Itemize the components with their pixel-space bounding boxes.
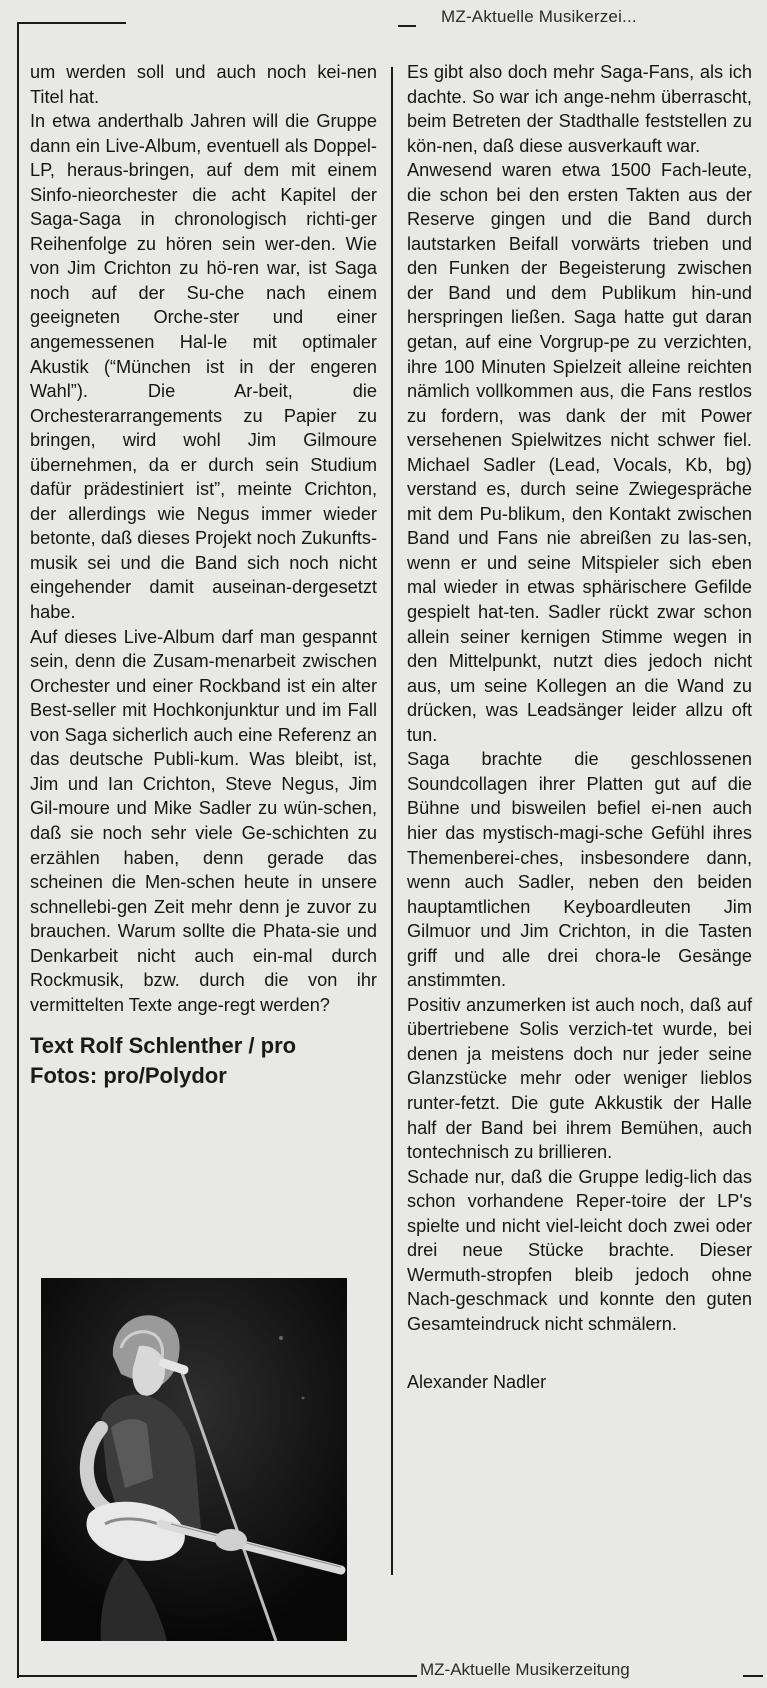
credits	[30, 1031, 377, 1091]
header-rule-short	[398, 25, 416, 27]
bottom-frame-rule	[17, 1675, 417, 1677]
left-frame-rule	[17, 22, 19, 1678]
right-paragraph-3: Saga brachte die geschlossenen Soundcollagen ihrer Platten gut auf die Bühne und bisweilen befiel ei-nen auch hier das mystisch-magi-sche Gefühl ihres Themenberei-ches, insbesondere dann, wenn auch Sadler, neben den beiden hauptamtlichen Keyboardleuten Jim Gilmuor und Jim Crichton, in die Tasten griff und alle drei chora-le Gesänge anstimmten.	[407, 749, 752, 991]
left-paragraph-1: um werden soll und auch noch kei-nen Titel hat.	[30, 62, 377, 107]
right-paragraph-4: Positiv anzumerken ist auch noch, daß auf übertriebene Solis verzich-tet wurde, bei denen ja meistens doch nur jeder seine Glanzstücke mehr oder weniger lieblos runter-fetzt. Die gute Akkustik der Halle half der Band bei ihrem Bemühen, auch tontechnisch zu brillieren.	[407, 994, 752, 1163]
text-credit: Text Rolf Schlenther / pro	[30, 1033, 297, 1059]
footer-magazine-title: MZ-Aktuelle Musikerzeitung	[420, 1660, 630, 1679]
right-column	[407, 60, 752, 1394]
left-paragraph-2: In etwa anderthalb Jahren will die Gruppe dann ein Live-Album, eventuell als Doppel-LP, heraus-bringen, auf dem mit einem Sinfo-nieorchester die acht Kapitel der Saga-Saga in chronologisch richti-ger Reihenfolge zu hören sein wer-den. Wie von Jim Crichton zu hö-ren war, ist Saga noch auf der Su-che nach einem geeigneten Orche-ster und einer angemessenen Hal-le mit optimaler Akustik (“München ist in der engeren Wahl”). Die Ar-beit, die Orchesterarrangements zu Papier zu bringen, wird wohl Jim Gilmoure übernehmen, da er durch sein Studium dafür prädestiniert ist”, meinte Crichton, der allerdings wie Negus immer wieder betonte, daß dieses Projekt noch Zukunfts-musik sei und die Band sich noch nicht eingehender damit auseinan-dergesetzt habe.	[30, 111, 377, 623]
header-magazine-title: MZ-Aktuelle Musikerzei...	[441, 7, 637, 26]
left-column	[30, 60, 377, 1091]
right-paragraph-1: Es gibt also doch mehr Saga-Fans, als ich dachte. So war ich ange-nehm überrascht, beim Betreten der Stadthalle feststellen zu kön-nen, daß diese ausverkauft war.	[407, 62, 752, 156]
bassist-photo-icon	[41, 1278, 347, 1641]
concert-photo	[41, 1278, 347, 1641]
right-paragraph-5: Schade nur, daß die Gruppe ledig-lich das schon vorhandene Reper-toire der LP's spielte und nicht viel-leicht doch zwei oder drei neue Stücke brachte. Dieser Wermuth-stropfen bleib jedoch ohne Nach-geschmack und konnte den guten Gesamteindruck nicht schmälern.	[407, 1166, 752, 1334]
photo-credit: Fotos: pro/Polydor	[30, 1063, 227, 1089]
footer-rule-short	[743, 1675, 763, 1677]
left-paragraph-3: Auf dieses Live-Album darf man gespannt sein, denn die Zusam-menarbeit zwischen Orchester und einer Rockband ist ein alter Best-seller mit Hochkonjunktur und im Fall von Saga sicherlich auch eine Referenz an das deutsche Publi-kum. Was bleibt, ist, Jim und Ian Crichton, Steve Negus, Jim Gil-moure und Mike Sadler zu wün-schen, daß sie noch sehr viele Ge-schichten zu erzählen haben, denn gerade das scheinen die Men-schen heute in unsere schnellebi-gen Zeit mehr denn je zuvor zu brauchen. Warum sollte die Phata-sie und Denkarbeit nicht auch ein-mal durch Rockmusik, bzw. durch die von ihr vermittelten Texte ange-regt werden?	[30, 626, 377, 1015]
author-signature: Alexander Nadler	[407, 1372, 547, 1393]
header-rule	[18, 22, 126, 24]
column-divider	[391, 67, 393, 1575]
right-paragraph-2: Anwesend waren etwa 1500 Fach-leute, die schon bei den ersten Takten aus der Reserve gingen und die Band durch lautstarken Beifall vorwärts trieben und den Funken der Begeisterung zwischen der Band und dem Publikum hin-und herspringen ließen. Saga hatte gut daran getan, auf eine Vorgrup-pe zu verzichten, ihre 100 Minuten Spielzeit alleine reichten nämlich vollkommen aus, die Fans restlos zu fordern, was dank der mit Power versehenen Spielwitzes nicht schwer fiel. Michael Sadler (Lead, Vocals, Kb, bg) verstand es, durch seine Zwiegespräche mit dem Pu-blikum, den Kontakt zwischen Band und Fans nie abreißen zu las-sen, wenn er und seine Mitspieler sich eben mal wieder in etwas sphärischere Gefilde gespielt hat-ten. Sadler rückt zwar schon allein seiner kernigen Stimme wegen in den Mittelpunkt, nutzt dies jedoch nicht aus, um seine Kollegen an die Wand zu drücken, was Leadsänger leider allzu oft tun.	[407, 160, 752, 745]
